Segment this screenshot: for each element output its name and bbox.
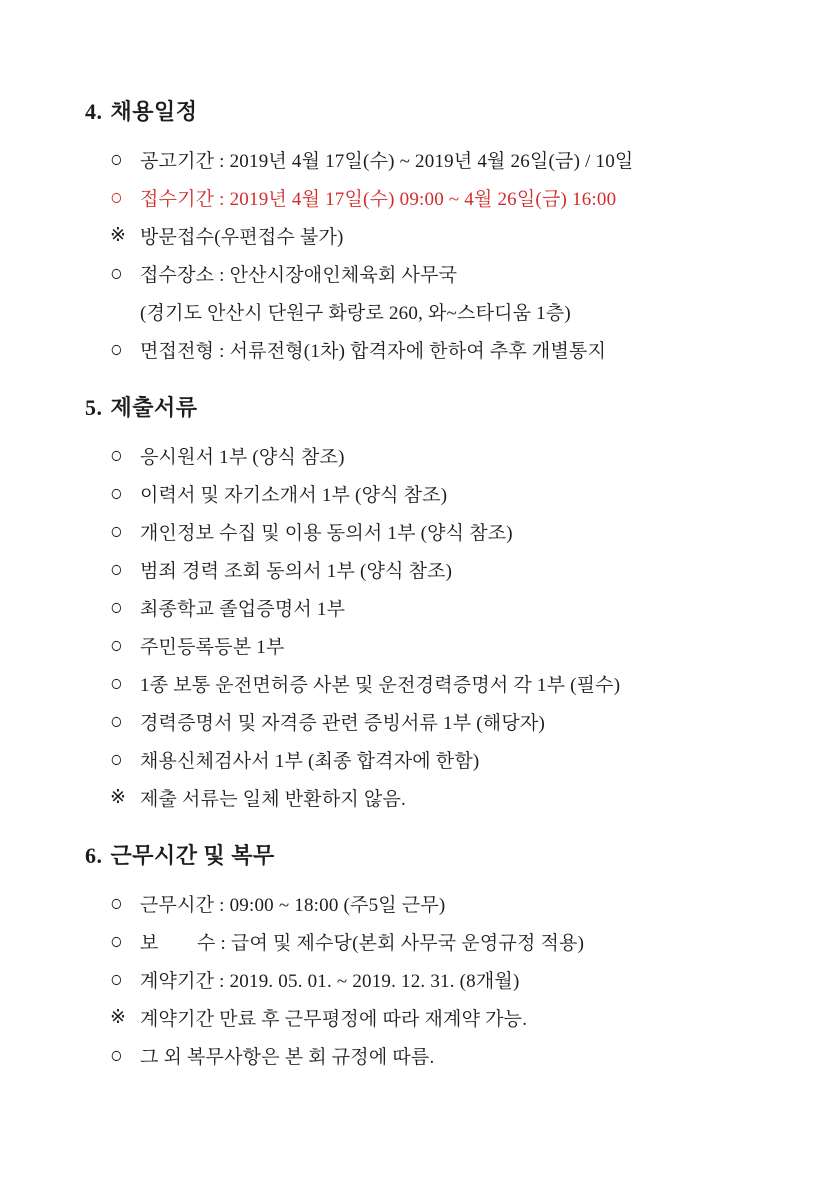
list-item: [110, 922, 795, 960]
section-number: 4.: [85, 99, 103, 124]
reference-mark-icon: ※: [110, 786, 127, 808]
list-item-text: 최종학교 졸업증명서 1부: [140, 598, 346, 620]
list-item-text: 제출 서류는 일체 반환하지 않음.: [140, 788, 406, 810]
section-submission-documents: [85, 394, 795, 816]
list-item: [110, 702, 795, 740]
circle-bullet-icon: ○: [110, 889, 123, 916]
reference-mark-icon: ※: [110, 1006, 127, 1028]
section-title: 근무시간 및 복무: [110, 843, 275, 868]
list-item: [110, 884, 795, 922]
list-item: [110, 998, 795, 1036]
list-item: [110, 474, 795, 512]
list-item-text: 개인정보 수집 및 이용 동의서 1부 (양식 참조): [140, 522, 513, 544]
list-item-text: 근무시간 : 09:00 ~ 18:00 (주5일 근무): [140, 894, 446, 916]
list-item: [110, 1036, 795, 1074]
list-item: [110, 588, 795, 626]
circle-bullet-icon: ○: [110, 259, 123, 286]
circle-bullet-icon: ○: [110, 593, 123, 620]
circle-bullet-icon: ○: [110, 965, 123, 992]
document-body: [85, 98, 795, 1074]
section-heading: [85, 98, 795, 126]
list-item: [110, 140, 795, 178]
list-item: [110, 216, 795, 254]
list-item-text: 공고기간 : 2019년 4월 17일(수) ~ 2019년 4월 26일(금) / 10일: [140, 150, 634, 172]
circle-bullet-icon: ○: [110, 479, 123, 506]
circle-bullet-icon: ○: [110, 555, 123, 582]
list-item-text: 주민등록등본 1부: [140, 636, 285, 658]
list-item: [110, 550, 795, 588]
list-item: [140, 292, 795, 330]
circle-bullet-icon: ○: [110, 707, 123, 734]
list-item: [110, 512, 795, 550]
circle-bullet-icon: ○: [110, 669, 123, 696]
circle-bullet-icon: ○: [110, 183, 123, 210]
list-item: [110, 740, 795, 778]
list-item: [110, 330, 795, 368]
section-recruitment-schedule: [85, 98, 795, 368]
list-item: [110, 626, 795, 664]
circle-bullet-icon: ○: [110, 745, 123, 772]
list-item-text: 1종 보통 운전면허증 사본 및 운전경력증명서 각 1부 (필수): [140, 674, 621, 696]
reference-mark-icon: ※: [110, 224, 127, 246]
list-item: [110, 436, 795, 474]
list-item-text: 그 외 복무사항은 본 회 규정에 따름.: [140, 1046, 435, 1068]
list-item-text: 이력서 및 자기소개서 1부 (양식 참조): [140, 484, 448, 506]
list-item-text: 경력증명서 및 자격증 관련 증빙서류 1부 (해당자): [140, 712, 545, 734]
section-working-hours-and-service: [85, 842, 795, 1074]
section-heading: [85, 842, 795, 870]
circle-bullet-icon: ○: [110, 927, 123, 954]
section-title: 제출서류: [110, 395, 198, 420]
list-item-text: 방문접수(우편접수 불가): [140, 226, 344, 248]
list-item: [110, 778, 795, 816]
list-item: [110, 960, 795, 998]
circle-bullet-icon: ○: [110, 631, 123, 658]
list-item: [110, 178, 795, 216]
section-title: 채용일정: [110, 99, 198, 124]
list-item-text: 보 수 : 급여 및 제수당(본회 사무국 운영규정 적용): [140, 932, 585, 954]
section-number: 6.: [85, 843, 103, 868]
list-item-text: 채용신체검사서 1부 (최종 합격자에 한함): [140, 750, 480, 772]
list-item-text: 계약기간 : 2019. 05. 01. ~ 2019. 12. 31. (8개월): [140, 970, 520, 992]
circle-bullet-icon: ○: [110, 335, 123, 362]
list-item-text: 범죄 경력 조회 동의서 1부 (양식 참조): [140, 560, 453, 582]
list-item-text: 계약기간 만료 후 근무평정에 따라 재계약 가능.: [140, 1008, 528, 1030]
list-item-text: 접수기간 : 2019년 4월 17일(수) 09:00 ~ 4월 26일(금) 16:00: [140, 188, 617, 210]
section-heading: [85, 394, 795, 422]
list-item-text: 응시원서 1부 (양식 참조): [140, 446, 345, 468]
list-item-text: 접수장소 : 안산시장애인체육회 사무국: [140, 264, 458, 286]
list-item-text: (경기도 안산시 단원구 화랑로 260, 와~스타디움 1층): [140, 302, 571, 324]
circle-bullet-icon: ○: [110, 517, 123, 544]
circle-bullet-icon: ○: [110, 145, 123, 172]
section-number: 5.: [85, 395, 103, 420]
list-item: [110, 664, 795, 702]
list-item: [110, 254, 795, 292]
circle-bullet-icon: ○: [110, 441, 123, 468]
list-item-text: 면접전형 : 서류전형(1차) 합격자에 한하여 추후 개별통지: [140, 340, 607, 362]
circle-bullet-icon: ○: [110, 1041, 123, 1068]
